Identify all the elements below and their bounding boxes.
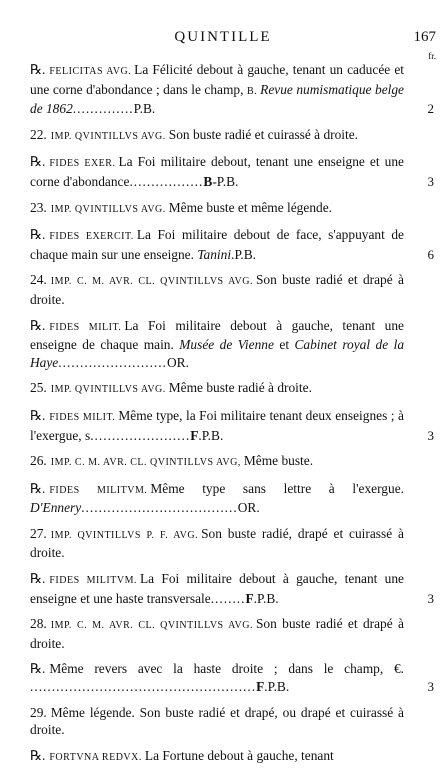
coin-legend: FORTVNA REDVX. xyxy=(49,751,142,763)
coin-legend: FIDES EXERCIT. xyxy=(49,231,134,243)
reverse-symbol: ℞. xyxy=(30,227,46,243)
source-reference: Cabinet royal de la Haye xyxy=(30,337,405,370)
coin-legend: IMP. C. M. AVR. CL. QVINTILLVS AVG, xyxy=(50,457,241,469)
description-text: Même buste. xyxy=(243,453,314,469)
metal-size: OR. xyxy=(237,500,260,516)
description-text: Même buste radié à droite. xyxy=(168,380,312,396)
coin-legend: IMP. QVINTILLVS P. F. AVG. xyxy=(50,529,199,541)
catalogue-entry xyxy=(0,407,446,444)
catalogue-entry xyxy=(0,61,446,118)
description-text: Même revers avec la haste droite ; dans le champ, €. xyxy=(49,661,404,677)
reverse-symbol: ℞. xyxy=(30,747,46,763)
description-text: La Foi militaire debout de face, s'appuyant de chaque main sur une enseigne. xyxy=(30,227,404,262)
reverse-symbol: ℞. xyxy=(30,571,46,587)
reverse-symbol: ℞. xyxy=(30,661,46,677)
description-text: La Félicité debout à gauche, tenant un caducée et une corne d'abondance ; dans le champ, xyxy=(30,62,404,97)
coin-legend: FIDES MILITVM. xyxy=(49,484,148,496)
description-text: Même buste et même légende. xyxy=(168,199,332,215)
leader-dots: ....................... xyxy=(90,427,191,443)
catalogue-entry xyxy=(0,480,446,517)
catalogue-entry xyxy=(0,615,446,652)
coin-legend: FIDES EXER. xyxy=(49,158,116,170)
coin-legend: FIDES MILIT. xyxy=(49,411,116,423)
description-text: Son buste radié, drapé et cuirassé à droite. xyxy=(30,525,404,561)
leader-dots: .................................................... xyxy=(30,679,257,695)
leader-dots: .................................... xyxy=(81,500,238,516)
metal-size: P.B. xyxy=(234,246,257,262)
metal-mark: B xyxy=(203,173,213,189)
value-unit-label: fr. xyxy=(428,51,436,61)
catalogue-entry xyxy=(0,153,446,190)
coin-legend: IMP. C. M. AVR. CL. QVINTILLVS AVG. xyxy=(50,276,253,288)
metal-size: .P.B. xyxy=(264,679,290,695)
metal-mark: F xyxy=(256,679,265,695)
value-in-francs: 3 xyxy=(427,173,434,189)
entry-number: 25. xyxy=(30,380,47,396)
coin-legend: IMP. C. M. AVR. CL. QVINTILLVS AVG. xyxy=(50,620,253,632)
description-text: Même type, la Foi militaire tenant deux enseignes ; à l'exergue, s xyxy=(30,407,404,443)
description-text: et xyxy=(273,337,295,353)
metal-mark: F xyxy=(245,590,254,606)
value-in-francs: 3 xyxy=(427,590,434,606)
metal-size: -P.B. xyxy=(212,173,239,189)
description-text: Même légende. Son buste radié et drapé, ou drapé et cuirassé à droite. xyxy=(30,704,404,738)
metal-size: .P.B. xyxy=(253,590,279,606)
description-text: La Foi militaire debout à gauche, tenant une enseigne et une haste transversale xyxy=(30,571,404,606)
field-letter: B. xyxy=(246,85,258,97)
reverse-symbol: ℞. xyxy=(30,317,46,333)
catalogue-entry xyxy=(0,199,446,219)
catalogue-entry xyxy=(0,570,446,607)
catalogue-entry xyxy=(0,226,446,263)
entry-number: 26. xyxy=(30,453,47,469)
description-text: La Foi militaire debout à gauche, tenant une enseigne de chaque main. xyxy=(30,317,404,353)
coin-legend: FIDES MILIT. xyxy=(49,321,122,333)
metal-size: P.B. xyxy=(133,101,156,117)
entry-number: 22. xyxy=(30,126,47,142)
catalogue-entry xyxy=(0,126,446,146)
catalogue-entry xyxy=(0,525,446,562)
description-text: Son buste radié et cuirassé à droite. xyxy=(168,126,359,142)
source-reference: Revue numismatique belge de 1862 xyxy=(30,81,404,117)
entry-number: 27. xyxy=(30,525,47,541)
value-in-francs: 3 xyxy=(427,427,434,443)
reverse-symbol: ℞. xyxy=(30,154,46,170)
entry-number: 24. xyxy=(30,272,47,288)
reverse-symbol: ℞. xyxy=(30,407,46,423)
leader-dots: ........ xyxy=(210,590,246,606)
catalogue-entry xyxy=(0,317,446,372)
catalogue-entry xyxy=(0,379,446,399)
entry-number: 29. xyxy=(30,704,47,720)
coin-legend: IMP. QVINTILLVS AVG. xyxy=(50,203,166,215)
reverse-symbol: ℞. xyxy=(30,62,46,77)
catalogue-entry xyxy=(0,704,446,739)
catalogue-entry xyxy=(0,452,446,472)
metal-size: .P.B. xyxy=(198,427,224,443)
value-in-francs: 3 xyxy=(427,679,434,695)
metal-size: OR. xyxy=(166,354,189,370)
value-in-francs: 6 xyxy=(427,246,434,262)
description-text: Son buste radié et drapé à droite. xyxy=(30,272,404,307)
coin-legend: FIDES MILITVM. xyxy=(49,575,137,587)
reverse-symbol: ℞. xyxy=(30,480,46,496)
entry-number: 23. xyxy=(30,199,47,215)
coin-legend: IMP. QVINTILLVS AVG. xyxy=(50,384,166,396)
description-text: . xyxy=(231,246,235,262)
metal-mark: F xyxy=(190,427,199,443)
source-reference: Musée de Vienne xyxy=(179,337,274,353)
catalogue-entry xyxy=(0,660,446,695)
description-text: Même type sans lettre à l'exergue. xyxy=(150,480,404,496)
leader-dots: .............. xyxy=(72,101,134,117)
catalogue-entry xyxy=(0,271,446,308)
source-reference: Tanini xyxy=(197,246,232,262)
source-reference: D'Ennery xyxy=(30,500,82,516)
leader-dots: ................. xyxy=(129,173,204,189)
entry-number: 28. xyxy=(30,616,47,632)
catalogue-entries xyxy=(0,61,446,774)
coin-legend: FELICITAS AVG. xyxy=(49,66,132,77)
leader-dots: ......................... xyxy=(58,354,167,370)
coin-legend: IMP. QVINTILLVS AVG. xyxy=(50,130,166,142)
description-text: La Fortune debout à gauche, tenant xyxy=(144,747,334,763)
value-in-francs: 2 xyxy=(427,101,434,117)
running-title: QUINTILLE xyxy=(174,29,272,45)
description-text: La Foi militaire debout, tenant une enseigne et une corne d'abondance xyxy=(30,154,404,189)
page-number: 167 xyxy=(413,29,436,45)
description-text: Son buste radié et drapé à droite. xyxy=(30,616,404,651)
